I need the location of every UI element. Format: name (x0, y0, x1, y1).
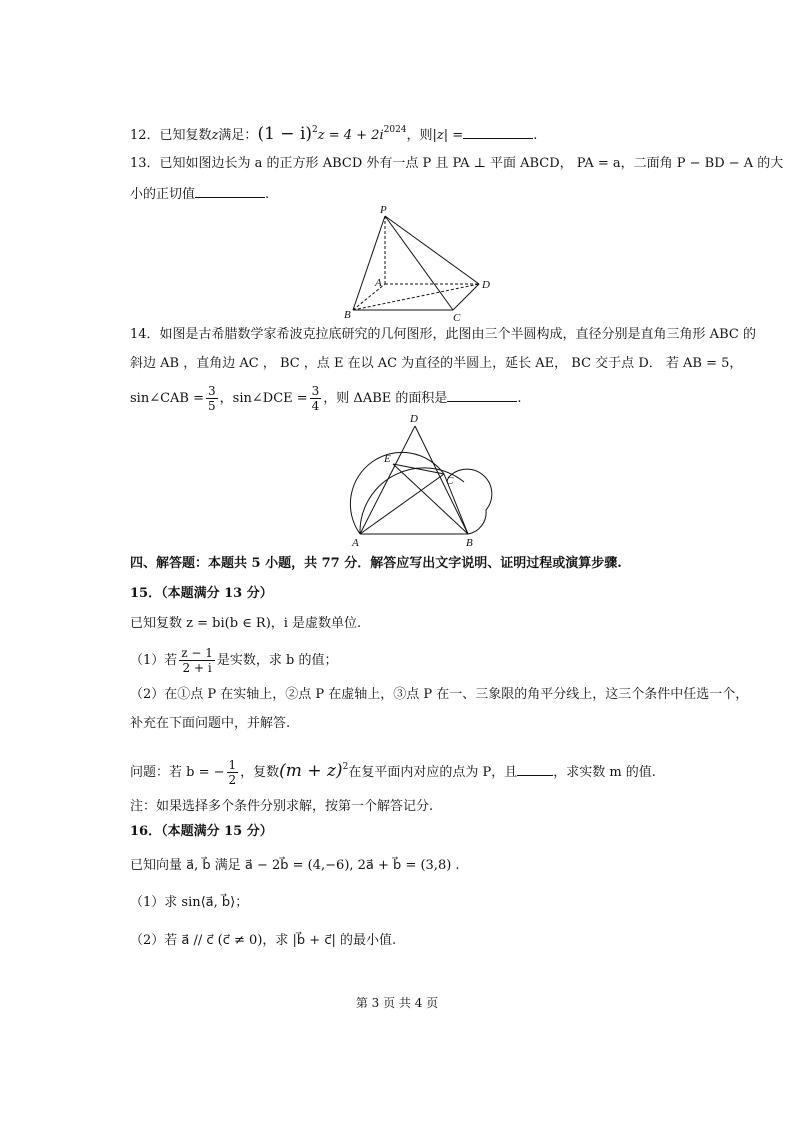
segment-AD (360, 426, 415, 534)
q12-number: 12． (130, 128, 160, 143)
q15-part2-line1: （2）在①点 P 在实轴上，②点 P 在虚轴上，③点 P 在一、三象限的角平分线上，这三个条件中任选一个， (130, 687, 749, 702)
q15-note: 注：如果选择多个条件分别求解，按第一个解答记分. (130, 799, 434, 814)
q13-line1: 13．已知如图边长为 a 的正方形 ABCD 外有一点 P 且 PA ⊥ 平面 ABCD， PA = a，二面角 P − BD − A 的大 (130, 156, 784, 171)
edge-BD (353, 284, 479, 310)
label-A: A (375, 277, 382, 289)
label-C: C (453, 312, 461, 324)
fraction-z-minus-1-over-2-plus-i: $\frac{z - 1}{2 + i}$ (181, 646, 213, 675)
q14-number: 14． (130, 327, 160, 342)
edge-PB (353, 216, 385, 310)
q13-pyramid-figure (336, 200, 506, 324)
q14-semicircles-figure (348, 408, 498, 548)
edge-PD (385, 216, 479, 284)
page-footer: 第 3 页 共 4 页 (355, 996, 439, 1010)
q16-given: 已知向量 a⃗, b⃗ 满足 a⃗ − 2b⃗ = (4,−6), 2a⃗ + b⃗ = (3,8) . (130, 858, 460, 873)
q13-answer-blank (195, 184, 265, 198)
label-B: B (344, 309, 351, 321)
q16-part2: （2）若 a⃗ // c⃗ (c⃗ ≠ 0)，求 |b⃗ + c⃗| 的最小值. (130, 933, 397, 948)
q16-title: 16．（本题满分 15 分） (130, 824, 273, 839)
q12-equation: (1 − i) (257, 124, 313, 144)
segment-DB (415, 426, 468, 534)
q15-title: 15．（本题满分 13 分） (130, 586, 273, 601)
label-D: D (410, 413, 418, 425)
q14-line3: sin∠CAB = $\frac{3}{5}$ ，sin∠DCE = $\frac{3}{4}$ ，则 ΔABE 的面积是 . (130, 384, 522, 413)
label-P: P (380, 204, 387, 216)
q16-part1: （1）求 sin⟨a⃗, b⃗⟩； (130, 895, 249, 910)
edge-CD (453, 284, 479, 310)
q15-part2-line2: 补充在下面问题中，并解答. (130, 716, 291, 731)
q15-condition-blank (517, 762, 553, 776)
q15-given: 已知复数 z = bi(b ∈ R)，i 是虚数单位. (130, 616, 362, 631)
segment-EB (393, 464, 468, 534)
fraction-3-5: $\frac{3}{5}$ (208, 384, 216, 413)
label-D: D (482, 279, 490, 291)
q15-part1: （1）若 $\frac{z - 1}{2 + i}$ 是实数，求 b 的值； (130, 646, 338, 675)
q14-answer-blank (447, 388, 517, 402)
q14-line1: 14．如图是古希腊数学家希波克拉底研究的几何图形，此图由三个半圆构成，直径分别是直角三角形 ABC 的 (130, 327, 756, 342)
q12-line: 12．已知复数z满足：$(1 - i)^2z = 4 + 2i^{2024}$，则|z| = . (130, 124, 538, 144)
label-E: E (384, 453, 391, 465)
q12-answer-blank (463, 125, 533, 139)
q15-problem: 问题：若 b = − $\frac{1}{2}$ ，复数$(m + z)^2$在复平面内对应的点为 P，且 ，求实数 m 的值. (130, 758, 656, 787)
fraction-1-2: $\frac{1}{2}$ (228, 758, 237, 787)
q14-line2: 斜边 AB ，直角边 AC ， BC ，点 E 在以 AC 为直径的半圆上，延长 AE， BC 交于点 D． 若 AB = 5， (130, 356, 743, 371)
fraction-3-4: $\frac{3}{4}$ (311, 384, 320, 413)
q13-line2: 小的正切值 . (130, 184, 269, 204)
segment-AC (360, 474, 444, 534)
section-heading: 四、解答题：本题共 5 小题，共 77 分．解答应写出文字说明、证明过程或演算步骤. (130, 556, 622, 571)
label-B: B (466, 537, 473, 548)
label-C: C (446, 475, 454, 487)
q13-number: 13． (130, 156, 160, 171)
label-A: A (352, 537, 359, 548)
